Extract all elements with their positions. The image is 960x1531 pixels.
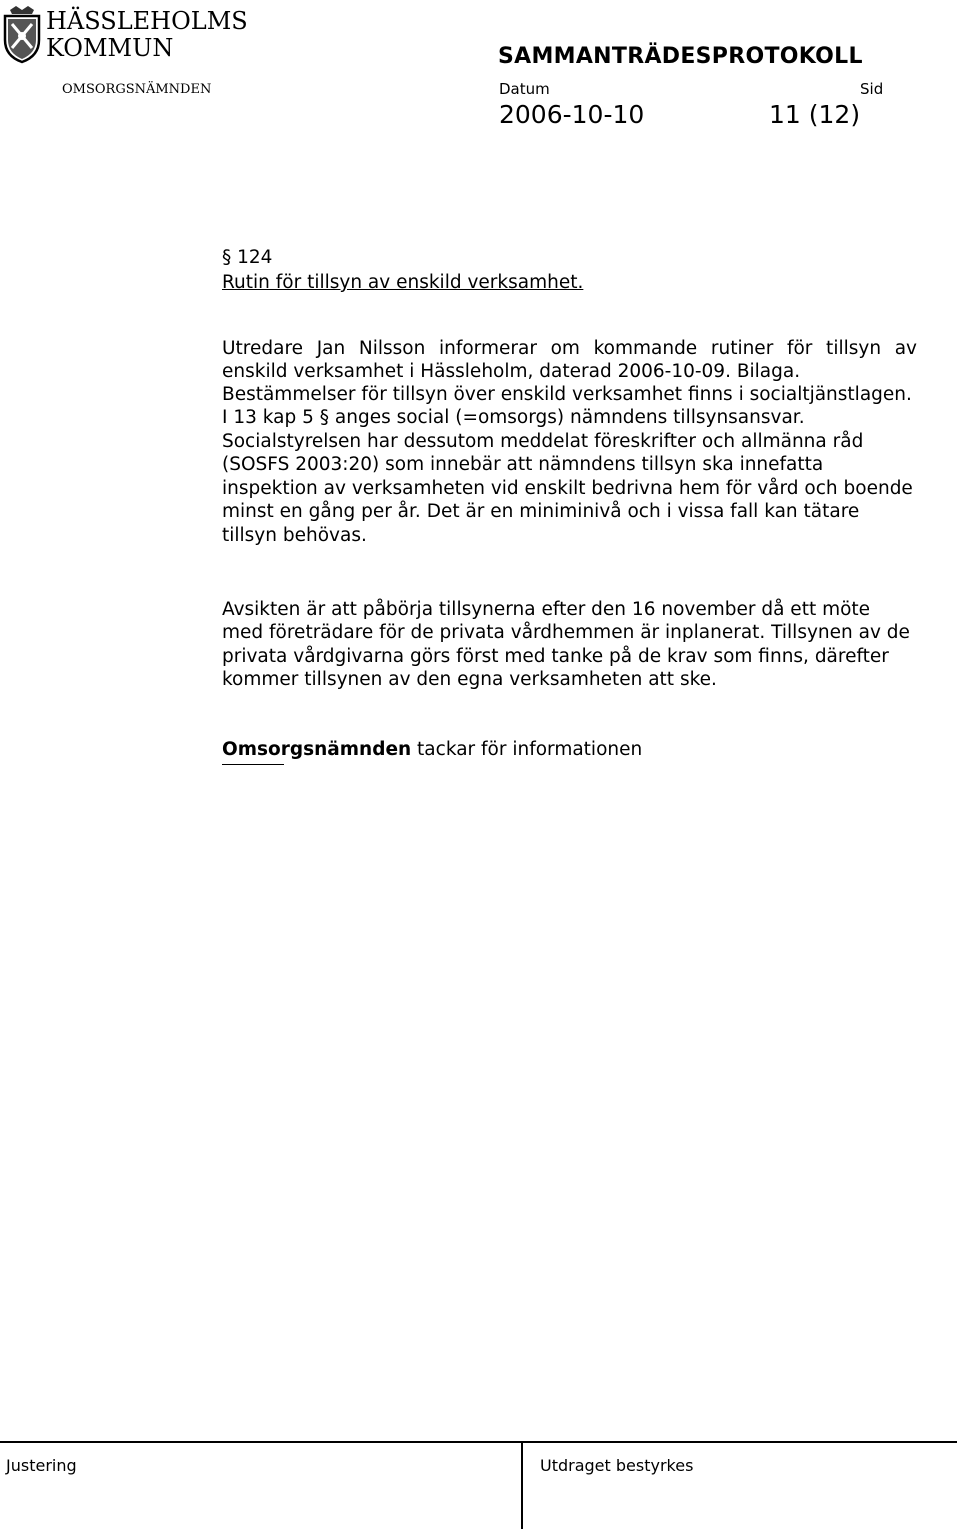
paragraph-2-part-b: anges social (=omsorgs) nämndens tillsynsansvar. Socialstyrelsen har dessutom meddelat föreskrifter och allmänna råd (SOSFS 2003:20) som innebär att nämndens tillsyn ska innefatta inspektion av verksamheten vid enskilt bedrivna hem för vård och boende minst en gång per år. Det är en miniminivå och i vissa fall kan tätare tillsyn behövas. (222, 407, 913, 546)
page-number: 11 (12) (769, 100, 861, 129)
section-heading: Rutin för tillsyn av enskild verksamhet. (222, 272, 584, 293)
page-label: Sid (860, 80, 884, 98)
coat-of-arms-icon (2, 4, 42, 64)
department-name: OMSORGSNÄMNDEN (62, 82, 212, 97)
section-end-rule (222, 764, 284, 765)
section-number (222, 246, 917, 270)
decision-subject: Omsorgsnämnden (222, 738, 412, 760)
paragraph-1: Utredare Jan Nilsson informerar om kommande rutiner för tillsyn av enskild verksamhet i Hässleholm, daterad 2006-10-09. Bilaga. (222, 337, 917, 382)
section-symbol: § (222, 247, 232, 268)
section-number-value: 124 (237, 247, 273, 268)
meeting-date: 2006-10-10 (499, 100, 645, 129)
document-title: SAMMANTRÄDESPROTOKOLL (498, 44, 863, 69)
paragraph-2 (222, 383, 917, 548)
paragraph-3: Avsikten är att påbörja tillsynerna efter den 16 november då ett möte med företrädare för de privata vårdhemmen är inplanerat. Tillsynen av de privata vårdgivarna görs först med tanke på de krav som finns, därefter kommer tillsynen av den egna verksamheten att ske. (222, 598, 910, 690)
footer-utdraget-label: Utdraget bestyrkes (540, 1456, 694, 1475)
paragraph-2-part-a: Bestämmelser för tillsyn över enskild verksamhet finns i socialtjänstlagen. I 13 kap 5 (222, 383, 912, 428)
footer-rule (0, 1441, 957, 1443)
paragraph-symbol: § (319, 407, 330, 428)
org-name-line1: HÄSSLEHOLMS (46, 7, 248, 35)
footer-justering-label: Justering (6, 1456, 77, 1475)
decision-line (222, 738, 917, 762)
footer-divider (521, 1441, 523, 1529)
org-name-line2: KOMMUN (46, 34, 174, 62)
decision-text: tackar för informationen (411, 738, 643, 760)
date-label: Datum (499, 80, 550, 98)
